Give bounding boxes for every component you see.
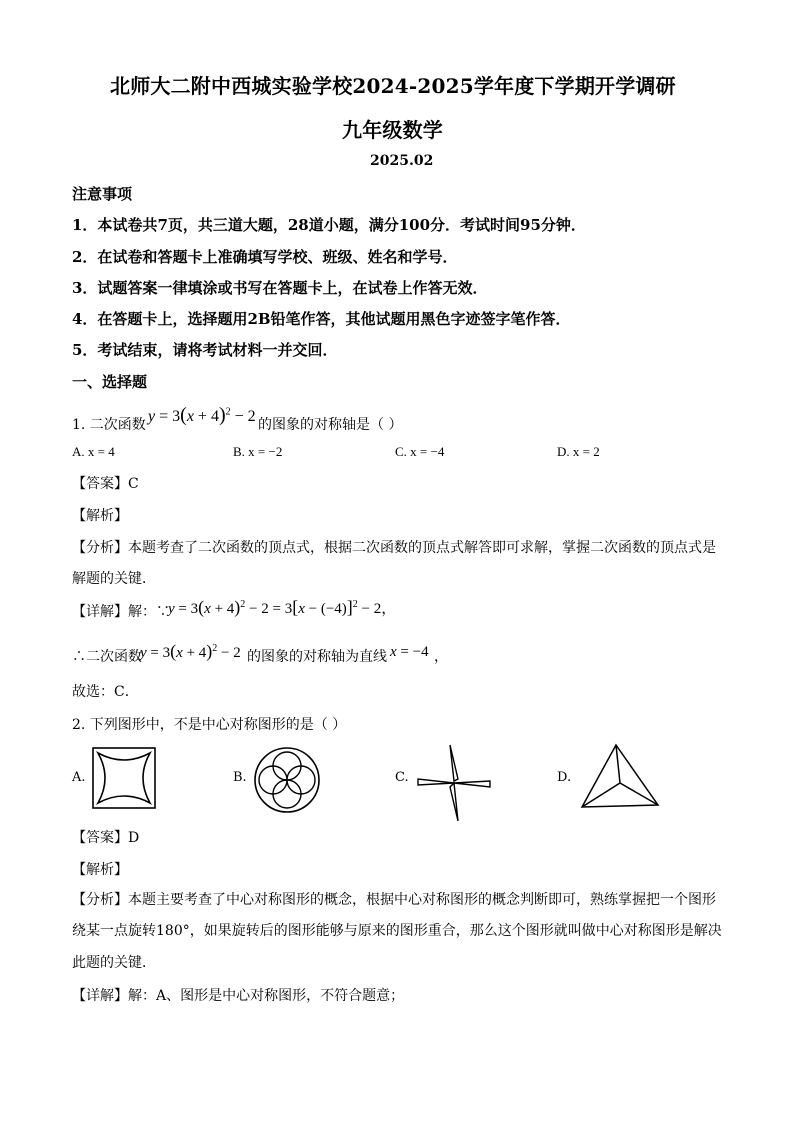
q2-figure-b-icon <box>253 746 321 814</box>
q1-therefore-end: ， <box>434 649 448 665</box>
section-heading: 一、选择题 <box>72 373 148 391</box>
q2-detail: 【详解】解：A、图形是中心对称图形，不符合题意； <box>72 988 405 1004</box>
notice-item: 5．考试结束，请将考试材料一并交回． <box>72 341 338 359</box>
notice-item: 3．试题答案一律填涂或书写在答题卡上，在试卷上作答无效． <box>72 279 488 297</box>
q2-fenxi: 此题的关键． <box>72 955 156 971</box>
q2-option-label-a: A. <box>72 770 86 785</box>
q1-therefore-prefix: ∴二次函数 <box>72 649 142 665</box>
q2-figure-d-icon <box>578 743 660 811</box>
q2-analysis-label: 【解析】 <box>72 862 128 878</box>
q1-option-d: D. x = 2 <box>557 444 600 459</box>
notice-item: 1．本试卷共7页，共三道大题，28道小题，满分100分．考试时间95分钟． <box>72 216 586 234</box>
q2-option-label-d: D. <box>557 770 572 785</box>
q1-answer: 【答案】C <box>72 476 139 492</box>
q1-formula: $y = 3(x + 4)^2 - 2$ <box>148 404 256 426</box>
q1-axis-formula: x = −4 <box>390 644 429 660</box>
q2-figure-a-icon <box>92 747 156 809</box>
q1-option-b: B. x = −2 <box>233 444 283 459</box>
q1-option-c: C. x = −4 <box>395 444 445 459</box>
notice-item: 4．在答题卡上，选择题用2B铅笔作答，其他试题用黑色字迹签字笔作答． <box>72 310 571 328</box>
q1-choice: 故选：C． <box>72 684 139 700</box>
q1-therefore-mid: 的图象的对称轴为直线 <box>247 649 387 665</box>
q1-detail-formula: $y = 3(x + 4)^2 - 2 = 3[x - (-4)]^2 - 2$， <box>168 597 397 617</box>
q2-fenxi: 【分析】本题主要考查了中心对称图形的概念，根据中心对称图形的概念判断即可，熟练掌握把一个图形 <box>72 892 716 908</box>
q2-fenxi: 绕某一点旋转180°，如果旋转后的图形能够与原来的图形重合，那么这个图形就叫做中心对称图形是解决 <box>72 923 722 939</box>
q1-detail-prefix: 【详解】解：∵ <box>72 604 170 620</box>
exam-subtitle: 九年级数学 <box>342 118 443 142</box>
q2-option-label-b: B. <box>233 770 247 785</box>
q1-fenxi: 解题的关键． <box>72 571 156 587</box>
q2-option-label-c: C. <box>395 770 409 785</box>
q2-answer: 【答案】D <box>72 830 140 846</box>
q1-option-a: A. x = 4 <box>72 444 115 459</box>
exam-title: 北师大二附中西城实验学校2024-2025学年度下学期开学调研 <box>110 74 676 98</box>
q1-suffix: 的图象的对称轴是（ ） <box>258 417 403 433</box>
exam-date: 2025.02 <box>370 153 434 169</box>
notice-heading: 注意事项 <box>72 185 133 203</box>
q2-stem: 2. 下列图形中，不是中心对称图形的是（ ） <box>72 717 347 733</box>
q1-analysis-label: 【解析】 <box>72 508 128 524</box>
q2-figure-c-icon <box>414 743 494 823</box>
q1-fenxi: 【分析】本题考查了二次函数的顶点式，根据二次函数的顶点式解答即可求解，掌握二次函数的顶点式是 <box>72 540 716 556</box>
q1-prefix: 1. 二次函数 <box>72 417 146 433</box>
notice-item: 2．在试卷和答题卡上准确填写学校、班级、姓名和学号． <box>72 248 458 266</box>
q1-therefore-formula: $y = 3(x + 4)^2 - 2$ <box>140 641 241 661</box>
